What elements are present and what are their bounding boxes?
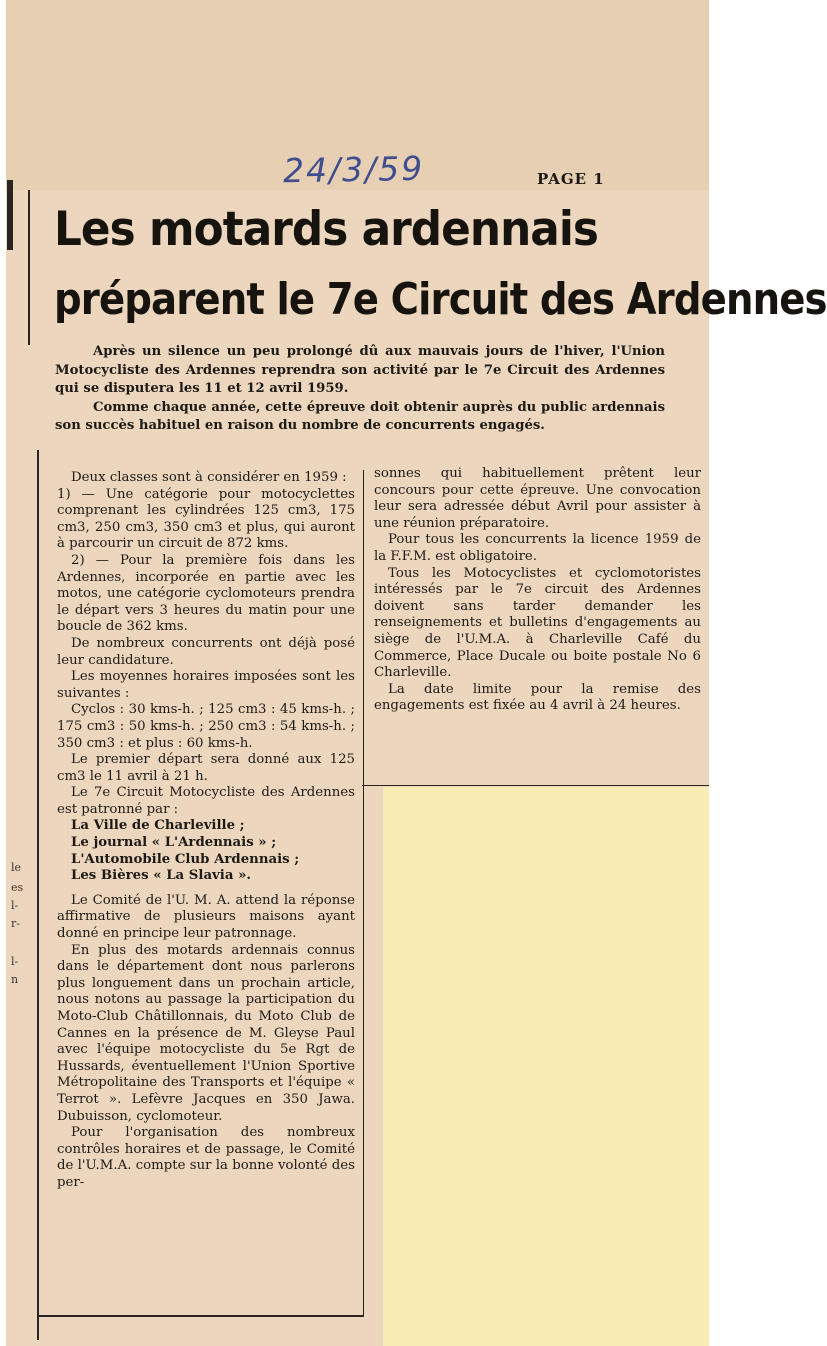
handwritten-date: 24/3/59 (282, 148, 425, 191)
sponsor-item: La Ville de Charleville ; (71, 818, 245, 834)
col2-paragraph: Pour tous les concurrents la licence 1959 de la F.F.M. est obligatoire. (374, 532, 701, 564)
column2-end-rule (362, 785, 709, 786)
sponsor-item: L'Automobile Club Ardennais ; (71, 851, 300, 867)
col2-paragraph: sonnes qui habituellement prêtent leur concours pour cette épreuve. Une convocation leur sera adressée début Avril pour assister à une réunion préparatoire. (374, 466, 701, 531)
backing-paper (383, 787, 709, 1346)
col1-paragraph: Le Comité de l'U. M. A. attend la réponse affirmative de plusieurs maisons ayant donné en principe leur patronnage. (57, 892, 355, 942)
bottom-rule (37, 1315, 364, 1317)
col1-paragraph: Cyclos : 30 kms-h. ; 125 cm3 : 45 kms-h. ; 175 cm3 : 50 kms-h. ; 250 cm3 : 54 kms-h. ; 350 cm3 : et plus : 60 kms-h. (57, 702, 355, 751)
article-column-1 (57, 470, 355, 1192)
lead-text-2: Comme chaque année, cette épreuve doit obtenir auprès du public ardennais son succès habituel en raison du nombre de concurrents engagés. (55, 399, 665, 434)
left-column-rule (37, 450, 39, 1340)
sponsor-item: Le journal « L'Ardennais » ; (71, 835, 277, 851)
margin-fragment: r- (11, 917, 20, 930)
col1-paragraph: Les moyennes horaires imposées sont les suivantes : (57, 669, 355, 701)
margin-fragment: le (11, 861, 22, 874)
col1-paragraph: De nombreux concurrents ont déjà posé leur candidature. (57, 635, 355, 668)
col1-paragraph: Le premier départ sera donné aux 125 cm3 le 11 avril à 21 h. (57, 752, 355, 784)
col1-paragraph: En plus des motards ardennais connus dans le département dont nous parlerons plus longuement dans un prochain article, nous notons au passage la participation du Moto-Club Châtillonnais, du Moto Club de Cannes en la présence de M. Gleyse Paul avec l'équipe motocycliste du 5e Rgt de Hussards, éventuellement l'Union Sportive Métropolitaine des Transports et l'équipe « Terrot ». Lefèvre Jacques en 350 Jawa. Dubuisson, cyclomoteur. (57, 942, 355, 1124)
headline-line-1: Les motards ardennais (54, 202, 598, 257)
column-divider (363, 470, 364, 1315)
lead-text-1: Après un silence un peu prolongé dû aux mauvais jours de l'hiver, l'Union Motocycliste des Ardennes reprendra son activité par le 7e Circuit des Ardennes qui se disputera les 11 et 12 avril 1959. (55, 344, 665, 397)
left-border-rule (28, 190, 30, 345)
margin-fragment: l- (11, 899, 19, 912)
margin-fragment: es (11, 881, 24, 894)
sponsor-item: Les Bières « La Slavia ». (71, 868, 252, 884)
col2-paragraph: La date limite pour la remise des engagements est fixée au 4 avril à 24 heures. (374, 681, 701, 714)
left-edge-mark (7, 180, 13, 250)
margin-fragment: l- (11, 955, 19, 968)
headline-line-2: préparent le 7e Circuit des Ardennes (54, 274, 827, 325)
margin-fragment: n (11, 973, 19, 986)
lead-paragraph (55, 343, 665, 436)
article-column-2 (374, 466, 701, 715)
col1-paragraph: 2) — Pour la première fois dans les Ardennes, incorporée en partie avec les motos, une catégorie cyclomoteurs prendra le départ vers 3 heures du matin pour une boucle de 362 kms. (57, 552, 355, 635)
col1-paragraph: Le 7e Circuit Motocycliste des Ardennes est patronné par : (57, 785, 355, 817)
page-label: PAGE 1 (537, 170, 605, 188)
col2-paragraph: Tous les Motocyclistes et cyclomotoristes intéressés par le 7e circuit des Ardennes doivent sans tarder demander les renseignements et bulletins d'engagements au siège de l'U.M.A. à Charleville Café du Commerce, Place Ducale ou boite postale No 6 Charleville. (374, 565, 701, 681)
col1-paragraph: Pour l'organisation des nombreux contrôles horaires et de passage, le Comité de l'U.M.A. compte sur la bonne volonté des per- (57, 1125, 355, 1190)
col1-paragraph: Deux classes sont à considérer en 1959 : (71, 470, 347, 485)
col1-paragraph: 1) — Une catégorie pour motocyclettes comprenant les cylindrées 125 cm3, 175 cm3, 250 cm3, 350 cm3 et plus, qui auront à parcourir un circuit de 872 kms. (57, 486, 355, 552)
